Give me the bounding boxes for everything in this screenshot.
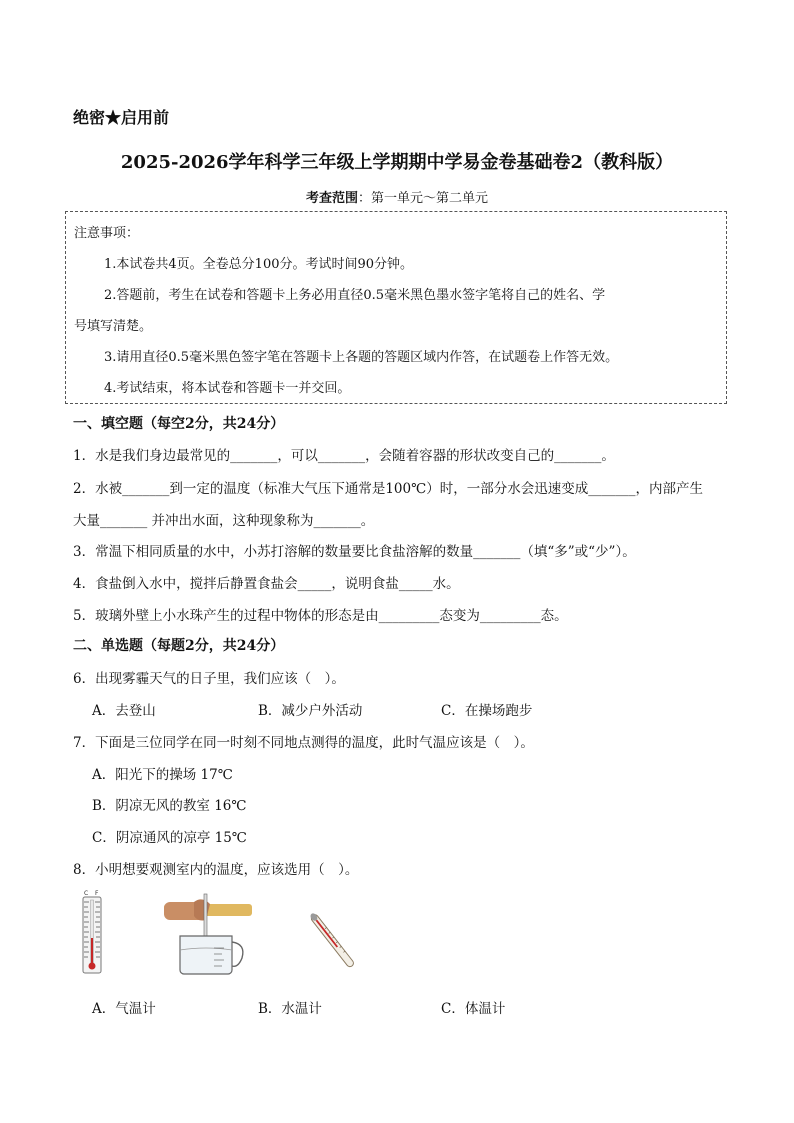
question-line: 2．水被_______到一定的温度（标准大气压下通常是100℃）时，一部分水会迅速变成_______，内部产生 [73,481,703,497]
notice-heading: 注意事项： [74,226,140,241]
notice-item: 3.请用直径0.5毫米黑色签字笔在答题卡上各题的答题区域内作答，在试题卷上作答无效。 [104,350,619,365]
exam-scope [0,187,794,206]
body-thermometer-icon [304,906,360,976]
option-b: B．水温计 [258,1001,322,1017]
option-c: C．阴凉通风的凉亭 15℃ [92,830,247,846]
option-c: C．体温计 [441,1001,506,1017]
scope-value: ：第一单元～第二单元 [358,191,489,206]
question-line: 5．玻璃外壁上小水珠产生的过程中物体的形态是由_________态变为_________态。 [73,608,568,624]
svg-text:F: F [95,890,99,897]
option-a: A．阳光下的操场 17℃ [92,767,233,783]
question-line: 大量_______ 并冲出水面，这种现象称为_______。 [73,513,375,529]
option-a: A．气温计 [92,1001,156,1017]
section-title-fill: 一、填空题（每空2分，共24分） [73,416,285,432]
svg-text:C: C [84,890,89,897]
scope-label: 考查范围 [305,191,358,206]
secret-label: 绝密★启用前 [73,108,170,127]
notice-item: 4.考试结束，将本试卷和答题卡一并交回。 [104,381,351,396]
notice-item: 2.答题前，考生在试卷和答题卡上务必用直径0.5毫米黑色墨水签字笔将自己的姓名、学 [104,288,606,303]
option-c: C．在操场跑步 [441,703,533,719]
question-6-stem: 6．出现雾霾天气的日子里，我们应该（ ）。 [73,671,345,687]
notice-item: 1.本试卷共4页。全卷总分100分。考试时间90分钟。 [104,257,414,272]
notice-item: 号填写清楚。 [74,319,153,334]
option-b: B．减少户外活动 [258,703,363,719]
air-thermometer-icon [80,888,104,976]
question-8-stem: 8．小明想要观测室内的温度，应该选用（ ）。 [73,862,359,878]
section-title-choice: 二、单选题（每题2分，共24分） [73,638,285,654]
notice-box [65,211,727,404]
water-thermometer-icon [164,890,254,976]
question-line: 3．常温下相同质量的水中，小苏打溶解的数量要比食盐溶解的数量_______（填“多”或“少”）。 [73,544,636,560]
question-7-stem: 7．下面是三位同学在同一时刻不同地点测得的温度，此时气温应该是（ ）。 [73,735,534,751]
question-line: 4．食盐倒入水中，搅拌后静置食盐会_____，说明食盐_____水。 [73,576,460,592]
option-b: B．阴凉无风的教室 16℃ [92,798,247,814]
option-a: A．去登山 [92,703,156,719]
question-line: 1．水是我们身边最常见的_______，可以_______，会随着容器的形状改变自己的_______。 [73,448,615,464]
page-title: 2025-2026学年科学三年级上学期期中学易金卷基础卷2（教科版） [120,152,674,173]
